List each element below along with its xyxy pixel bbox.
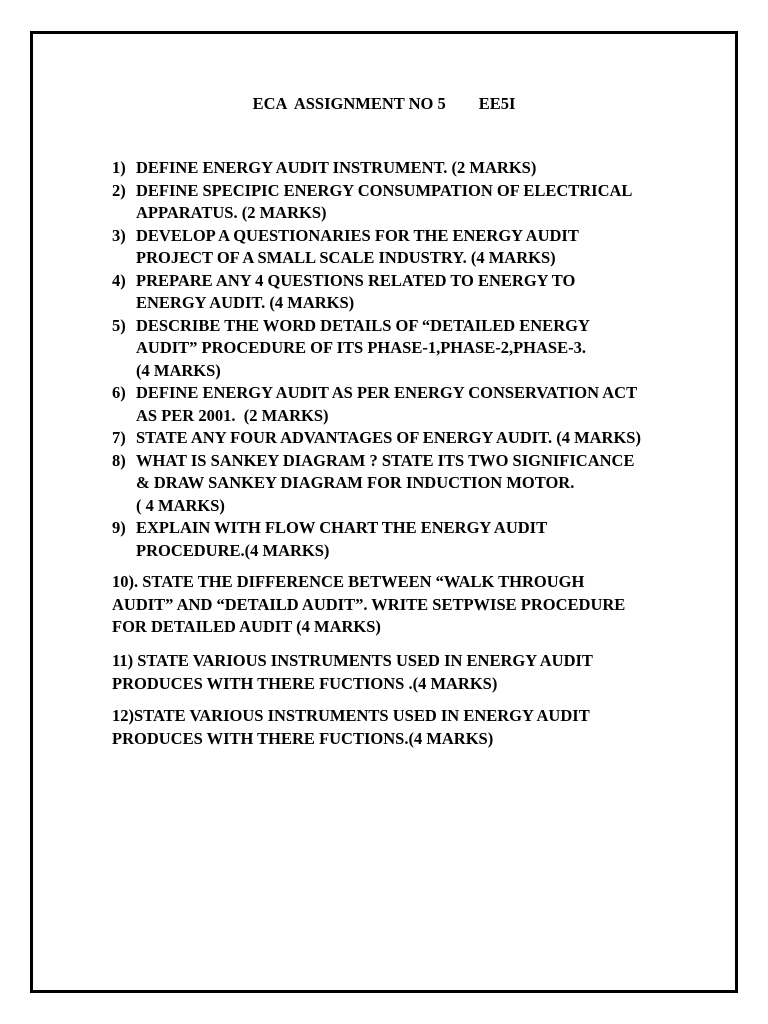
page-title (0, 93, 768, 116)
question-number: 9) (112, 518, 126, 537)
question-text: ( 4 MARKS) (136, 495, 225, 515)
title-class-code: EE5I (478, 94, 516, 113)
question-text: 12)STATE VARIOUS INSTRUMENTS USED IN ENERGY AUDIT (112, 706, 590, 725)
question-text: APPARATUS. (2 MARKS) (136, 203, 327, 222)
question-text: ENERGY AUDIT. (4 MARKS) (136, 293, 355, 312)
question-list (112, 157, 682, 562)
question-text: WHAT IS SANKEY DIAGRAM ? STATE ITS TWO SIGNIFICANCE (136, 450, 635, 470)
question-number: 4) (112, 270, 126, 290)
question-2 (112, 180, 682, 225)
question-10 (112, 571, 692, 639)
question-7 (112, 427, 682, 450)
question-5 (112, 315, 682, 383)
title-assignment: ECA ASSIGNMENT NO 5 (252, 94, 446, 113)
question-8 (112, 450, 682, 518)
question-9 (112, 517, 682, 562)
question-3 (112, 225, 682, 270)
question-6 (112, 382, 682, 427)
question-text: AUDIT” AND “DETAILD AUDIT”. WRITE SETPWISE PROCEDURE (112, 594, 626, 614)
question-text: DESCRIBE THE WORD DETAILS OF “DETAILED ENERGY (136, 315, 590, 335)
question-number: 7) (112, 428, 126, 447)
question-12 (112, 705, 692, 750)
question-number: 8) (112, 450, 126, 470)
question-number: 6) (112, 383, 126, 402)
question-11 (112, 650, 692, 695)
question-text: 11) STATE VARIOUS INSTRUMENTS USED IN ENERGY AUDIT (112, 651, 593, 670)
question-4 (112, 270, 682, 315)
question-text: FOR DETAILED AUDIT (4 MARKS) (112, 617, 381, 636)
question-text: AUDIT” PROCEDURE OF ITS PHASE-1,PHASE-2,PHASE-3. (136, 338, 586, 357)
question-text: DEFINE ENERGY AUDIT INSTRUMENT. (2 MARKS) (136, 158, 537, 177)
question-text: PRODUCES WITH THERE FUCTIONS.(4 MARKS) (112, 728, 494, 748)
question-text: PROJECT OF A SMALL SCALE INDUSTRY. (4 MARKS) (136, 248, 556, 267)
question-text: PRODUCES WITH THERE FUCTIONS .(4 MARKS) (112, 673, 498, 693)
question-text: DEFINE ENERGY AUDIT AS PER ENERGY CONSERVATION ACT (136, 383, 638, 402)
question-text: PREPARE ANY 4 QUESTIONS RELATED TO ENERGY TO (136, 270, 576, 290)
question-text: AS PER 2001. (2 MARKS) (136, 405, 329, 425)
question-text: PROCEDURE.(4 MARKS) (136, 540, 330, 560)
question-text: & DRAW SANKEY DIAGRAM FOR INDUCTION MOTOR. (136, 473, 575, 492)
question-number: 3) (112, 225, 126, 245)
question-text: EXPLAIN WITH FLOW CHART THE ENERGY AUDIT (136, 518, 548, 537)
question-text: 10). STATE THE DIFFERENCE BETWEEN “WALK THROUGH (112, 572, 585, 591)
question-text: DEFINE SPECIPIC ENERGY CONSUMPATION OF ELECTRICAL (136, 180, 633, 200)
question-text: STATE ANY FOUR ADVANTAGES OF ENERGY AUDIT. (4 MARKS) (136, 428, 641, 447)
question-number: 2) (112, 180, 126, 200)
question-number: 1) (112, 158, 126, 177)
title-spacer (446, 94, 479, 113)
question-number: 5) (112, 315, 126, 335)
question-text: DEVELOP A QUESTIONARIES FOR THE ENERGY AUDIT (136, 225, 579, 245)
question-1 (112, 157, 682, 180)
question-text: (4 MARKS) (136, 360, 221, 380)
